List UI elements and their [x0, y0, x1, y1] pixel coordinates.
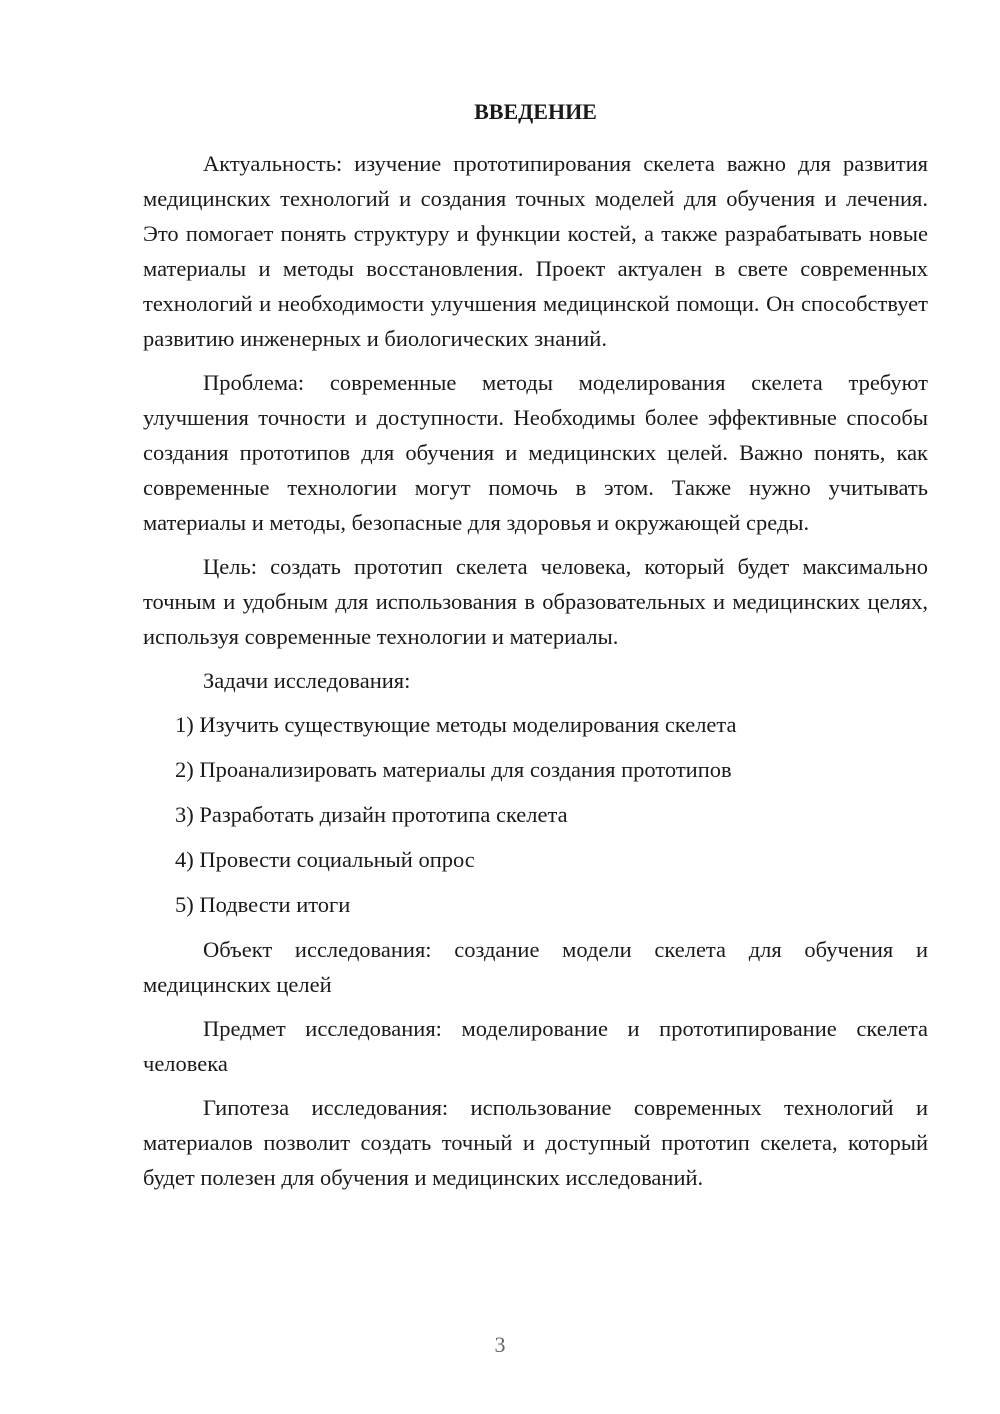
list-item: 5) Подвести итоги — [175, 892, 351, 917]
goal-paragraph: Цель: создать прототип скелета человека, который будет максимально точным и удобным для использования в образовательных и медицинских целях, используя современные технологии и материалы. — [143, 554, 928, 649]
hypothesis-paragraph: Гипотеза исследования: использование современных технологий и материалов позволит создать точный и доступный прототип скелета, который будет полезен для обучения и медицинских исследований. — [143, 1095, 928, 1190]
list-item: 3) Разработать дизайн прототипа скелета — [175, 802, 568, 827]
tasks-heading: Задачи исследования: — [203, 668, 411, 693]
document-page — [143, 98, 928, 1204]
page-number: 3 — [494, 1332, 506, 1357]
subject-paragraph: Предмет исследования: моделирование и прототипирование скелета человека — [143, 1016, 928, 1076]
list-item: 2) Проанализировать материалы для создания прототипов — [175, 757, 732, 782]
list-item: 4) Провести социальный опрос — [175, 847, 475, 872]
page-title: ВВЕДЕНИЕ — [474, 99, 597, 124]
relevance-paragraph: Актуальность: изучение прототипирования скелета важно для развития медицинских технологий и создания точных моделей для обучения и лечения. Это помогает понять структуру и функции костей, а также разрабатывать новые материалы и методы восстановления. Проект актуален в свете современных технологий и необходимости улучшения медицинской помощи. Он способствует развитию инженерных и биологических знаний. — [143, 151, 928, 351]
list-item: 1) Изучить существующие методы моделирования скелета — [175, 712, 737, 737]
problem-paragraph: Проблема: современные методы моделирования скелета требуют улучшения точности и доступности. Необходимы более эффективные способы создания прототипов для обучения и медицинских целей. Важно понять, как современные технологии могут помочь в этом. Также нужно учитывать материалы и методы, безопасные для здоровья и окружающей среды. — [143, 370, 928, 535]
object-paragraph: Объект исследования: создание модели скелета для обучения и медицинских целей — [143, 937, 928, 997]
tasks-list — [143, 707, 928, 922]
